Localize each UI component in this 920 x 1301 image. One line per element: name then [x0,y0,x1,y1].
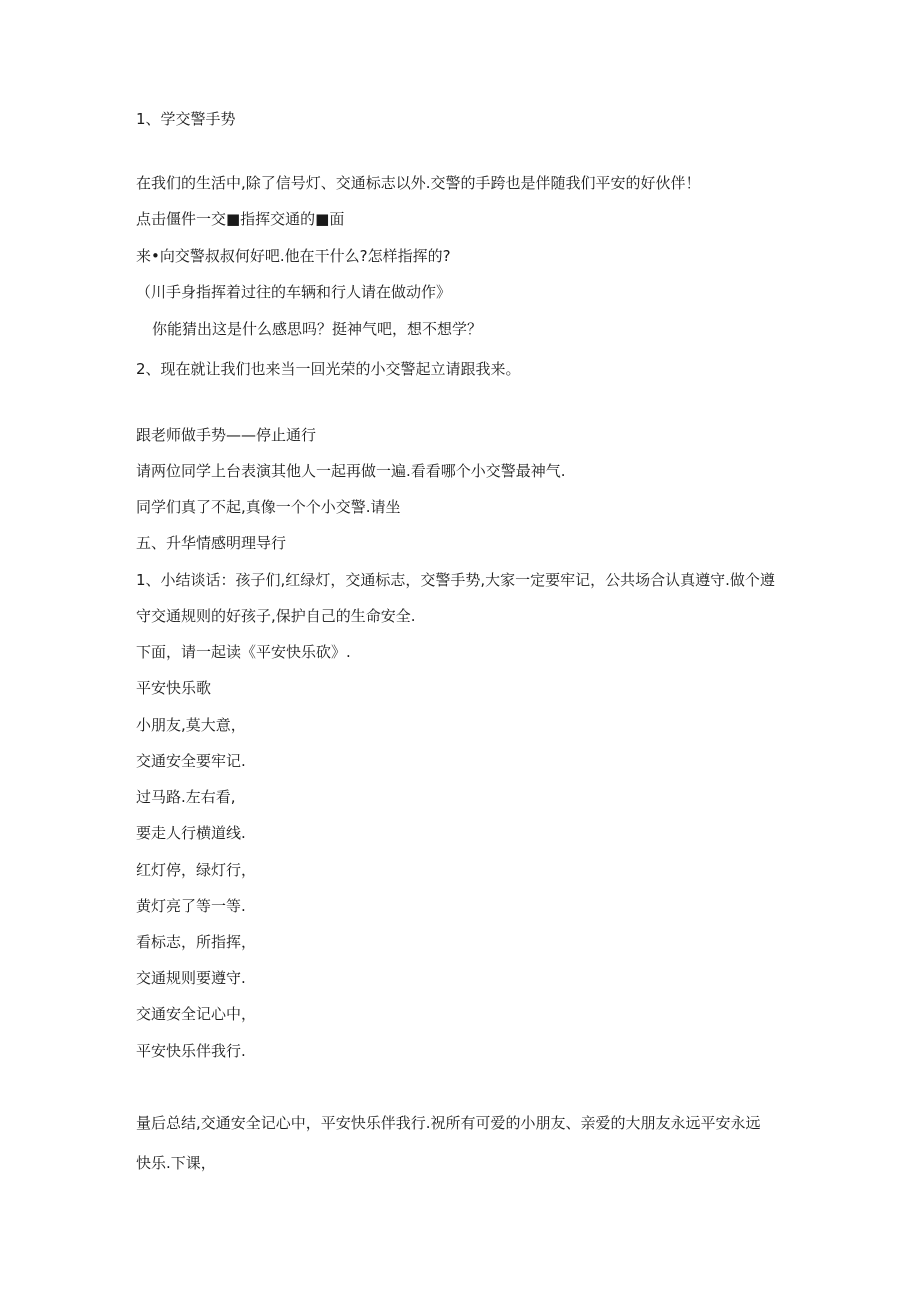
paragraph: 下面，请一起读《平安快乐砍》. [136,643,351,661]
poem-line: 交通安全记心中， [136,1005,257,1023]
poem-line: 交通规则要遵守. [136,969,246,987]
section-heading-1: 1、学交警手势 [136,110,236,128]
section-heading-5: 五、升华情感明理导行 [136,534,287,552]
paragraph: 同学们真了不起,真像一个个小交警.请坐 [136,498,401,516]
poem-title: 平安快乐歌 [136,679,212,697]
paragraph: 点击僵件一交■指挥交通的■面 [136,210,345,228]
section-heading-2: 2、现在就让我们也来当一回光荣的小交警起立请跟我来。 [136,360,521,378]
paragraph: 量后总结,交通安全记心中，平安快乐伴我行.祝所有可爱的小朋友、亲爱的大朋友永远平安永远 [136,1114,761,1132]
poem-line: 黄灯亮了等一等. [136,897,246,915]
paragraph: 1、小结谈话：孩子们,红绿灯，交通标志，交警手势,大家一定要牢记，公共场合认真遵守.做个遵 [136,571,775,589]
paragraph: 快乐.下课， [136,1154,216,1172]
poem-line: 过马路.左右看, [136,788,236,806]
poem-line: 红灯停，绿灯行， [136,861,257,879]
poem-line: 看标志，所指挥， [136,933,257,951]
paragraph: （川手身指挥着过往的车辆和行人请在做动作》 [136,283,452,301]
poem-line: 交通安全要牢记. [136,752,246,770]
paragraph: 守交通规则的好孩子,保护自己的生命安全. [136,607,416,625]
poem-line: 要走人行横道线. [136,824,246,842]
paragraph: 来•向交警叔叔何好吧.他在干什么?怎样指挥的? [136,247,451,265]
paragraph: 请两位同学上台表演其他人一起再做一遍.看看哪个小交警最神气. [136,462,566,480]
paragraph: 你能猜出这是什么感思吗？挺神气吧，想不想学？ [152,320,483,338]
paragraph: 在我们的生活中,除了信号灯、交通标志以外.交警的手跨也是伴随我们平安的好伙伴！ [136,174,701,192]
poem-line: 平安快乐伴我行. [136,1042,246,1060]
poem-line: 小朋友,莫大意， [136,716,246,734]
paragraph: 跟老师做手势——停止通行 [136,426,317,444]
